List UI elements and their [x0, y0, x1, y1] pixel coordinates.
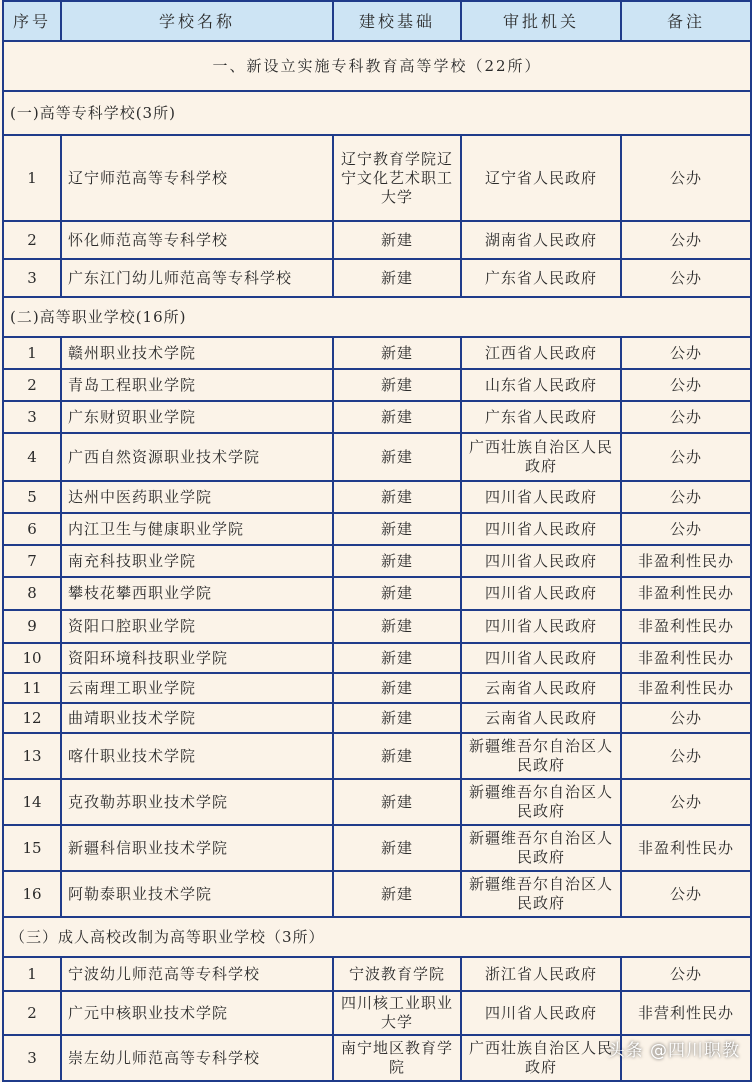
row-number: 1 — [3, 337, 61, 369]
table-row — [3, 337, 751, 369]
approval-authority: 新疆维吾尔自治区人民政府 — [461, 871, 621, 917]
table-row — [3, 433, 751, 481]
school-base: 新建 — [333, 481, 461, 513]
approval-authority: 新疆维吾尔自治区人民政府 — [461, 825, 621, 871]
school-base: 新建 — [333, 401, 461, 433]
remark: 公办 — [621, 221, 751, 259]
approval-authority: 四川省人民政府 — [461, 643, 621, 673]
table-row — [3, 481, 751, 513]
remark: 公办 — [621, 481, 751, 513]
school-name: 广东财贸职业学院 — [61, 401, 333, 433]
row-number: 1 — [3, 957, 61, 991]
group-title: (一)高等专科学校(3所) — [3, 91, 751, 135]
school-base: 新建 — [333, 643, 461, 673]
approval-authority: 云南省人民政府 — [461, 673, 621, 703]
table-row — [3, 401, 751, 433]
remark: 非盈利性民办 — [621, 610, 751, 643]
remark: 公办 — [621, 703, 751, 733]
table-row — [3, 733, 751, 779]
remark: 公办 — [621, 957, 751, 991]
group-title-row — [3, 297, 751, 337]
approval-authority: 四川省人民政府 — [461, 481, 621, 513]
row-number: 2 — [3, 991, 61, 1035]
header-school-name: 学校名称 — [61, 1, 333, 41]
header-authority: 审批机关 — [461, 1, 621, 41]
approval-authority: 四川省人民政府 — [461, 610, 621, 643]
school-base: 新建 — [333, 779, 461, 825]
remark: 公办 — [621, 135, 751, 221]
school-name: 赣州职业技术学院 — [61, 337, 333, 369]
row-number: 6 — [3, 513, 61, 545]
school-name: 阿勒泰职业技术学院 — [61, 871, 333, 917]
row-number: 1 — [3, 135, 61, 221]
school-base: 新建 — [333, 433, 461, 481]
group-title-row — [3, 91, 751, 135]
approval-authority: 四川省人民政府 — [461, 991, 621, 1035]
school-base: 南宁地区教育学院 — [333, 1035, 461, 1081]
school-name: 崇左幼儿师范高等专科学校 — [61, 1035, 333, 1081]
row-number: 12 — [3, 703, 61, 733]
remark: 非营利性民办 — [621, 991, 751, 1035]
row-number: 2 — [3, 369, 61, 401]
table-row — [3, 825, 751, 871]
table-row — [3, 991, 751, 1035]
school-base: 新建 — [333, 703, 461, 733]
row-number: 9 — [3, 610, 61, 643]
approval-authority: 云南省人民政府 — [461, 703, 621, 733]
row-number: 5 — [3, 481, 61, 513]
school-base: 新建 — [333, 610, 461, 643]
remark: 公办 — [621, 779, 751, 825]
table-row — [3, 673, 751, 703]
school-name: 广东江门幼儿师范高等专科学校 — [61, 259, 333, 297]
school-name: 广元中核职业技术学院 — [61, 991, 333, 1035]
approval-authority: 辽宁省人民政府 — [461, 135, 621, 221]
header-note: 备注 — [621, 1, 751, 41]
group-title: (二)高等职业学校(16所) — [3, 297, 751, 337]
school-name: 南充科技职业学院 — [61, 545, 333, 577]
school-base: 新建 — [333, 577, 461, 610]
header-base: 建校基础 — [333, 1, 461, 41]
table-row — [3, 643, 751, 673]
table-row — [3, 513, 751, 545]
group-title-row — [3, 917, 751, 957]
school-name: 广西自然资源职业技术学院 — [61, 433, 333, 481]
row-number: 7 — [3, 545, 61, 577]
approval-authority: 湖南省人民政府 — [461, 221, 621, 259]
table-row — [3, 871, 751, 917]
school-name: 怀化师范高等专科学校 — [61, 221, 333, 259]
row-number: 15 — [3, 825, 61, 871]
school-name: 曲靖职业技术学院 — [61, 703, 333, 733]
school-base: 宁波教育学院 — [333, 957, 461, 991]
table-row — [3, 779, 751, 825]
remark: 非盈利性民办 — [621, 577, 751, 610]
row-number: 16 — [3, 871, 61, 917]
row-number: 3 — [3, 401, 61, 433]
table-body — [3, 41, 751, 1081]
table-row — [3, 369, 751, 401]
row-number: 3 — [3, 1035, 61, 1081]
group-title: （三）成人高校改制为高等职业学校（3所） — [3, 917, 751, 957]
table-row — [3, 610, 751, 643]
school-name: 达州中医药职业学院 — [61, 481, 333, 513]
approval-authority: 四川省人民政府 — [461, 577, 621, 610]
approval-authority: 浙江省人民政府 — [461, 957, 621, 991]
approval-authority: 新疆维吾尔自治区人民政府 — [461, 733, 621, 779]
table-row — [3, 259, 751, 297]
school-base: 新建 — [333, 513, 461, 545]
table-row — [3, 135, 751, 221]
remark: 非盈利性民办 — [621, 825, 751, 871]
row-number: 3 — [3, 259, 61, 297]
row-number: 11 — [3, 673, 61, 703]
approval-authority: 山东省人民政府 — [461, 369, 621, 401]
school-base: 新建 — [333, 221, 461, 259]
remark: 公办 — [621, 433, 751, 481]
row-number: 13 — [3, 733, 61, 779]
school-name: 克孜勒苏职业技术学院 — [61, 779, 333, 825]
school-base: 新建 — [333, 337, 461, 369]
school-name: 资阳口腔职业学院 — [61, 610, 333, 643]
schools-table — [2, 0, 752, 1082]
remark: 公办 — [621, 871, 751, 917]
school-name: 攀枝花攀西职业学院 — [61, 577, 333, 610]
remark: 公办 — [621, 733, 751, 779]
school-name: 资阳环境科技职业学院 — [61, 643, 333, 673]
remark: 公办 — [621, 401, 751, 433]
section-title-row — [3, 41, 751, 91]
row-number: 14 — [3, 779, 61, 825]
table-row — [3, 957, 751, 991]
header-no: 序号 — [3, 1, 61, 41]
table-row — [3, 545, 751, 577]
approval-authority: 广东省人民政府 — [461, 259, 621, 297]
school-name: 喀什职业技术学院 — [61, 733, 333, 779]
school-name: 青岛工程职业学院 — [61, 369, 333, 401]
school-base: 新建 — [333, 673, 461, 703]
row-number: 10 — [3, 643, 61, 673]
remark: 公办 — [621, 369, 751, 401]
approval-authority: 广西壮族自治区人民政府 — [461, 433, 621, 481]
table-row — [3, 221, 751, 259]
section-title: 一、新设立实施专科教育高等学校（22所） — [3, 41, 751, 91]
row-number: 2 — [3, 221, 61, 259]
approval-authority: 四川省人民政府 — [461, 513, 621, 545]
table-row — [3, 577, 751, 610]
school-base: 新建 — [333, 733, 461, 779]
remark: 公办 — [621, 259, 751, 297]
remark: 公办 — [621, 513, 751, 545]
school-base: 新建 — [333, 259, 461, 297]
approval-authority: 广西壮族自治区人民政府 — [461, 1035, 621, 1081]
school-name: 新疆科信职业技术学院 — [61, 825, 333, 871]
row-number: 4 — [3, 433, 61, 481]
watermark: 头条 @四川职教 — [607, 1041, 740, 1061]
school-base: 新建 — [333, 871, 461, 917]
school-base: 四川核工业职业大学 — [333, 991, 461, 1035]
approval-authority: 广东省人民政府 — [461, 401, 621, 433]
school-name: 内江卫生与健康职业学院 — [61, 513, 333, 545]
remark: 非盈利性民办 — [621, 673, 751, 703]
approval-authority: 新疆维吾尔自治区人民政府 — [461, 779, 621, 825]
approval-authority: 江西省人民政府 — [461, 337, 621, 369]
remark: 非盈利性民办 — [621, 545, 751, 577]
header-row — [3, 1, 751, 41]
school-base: 新建 — [333, 369, 461, 401]
remark: 非盈利性民办 — [621, 643, 751, 673]
school-name: 辽宁师范高等专科学校 — [61, 135, 333, 221]
school-name: 宁波幼儿师范高等专科学校 — [61, 957, 333, 991]
approval-authority: 四川省人民政府 — [461, 545, 621, 577]
school-base: 新建 — [333, 825, 461, 871]
table-row — [3, 703, 751, 733]
school-base: 辽宁教育学院辽宁文化艺术职工大学 — [333, 135, 461, 221]
row-number: 8 — [3, 577, 61, 610]
school-base: 新建 — [333, 545, 461, 577]
school-name: 云南理工职业学院 — [61, 673, 333, 703]
remark: 公办 — [621, 337, 751, 369]
